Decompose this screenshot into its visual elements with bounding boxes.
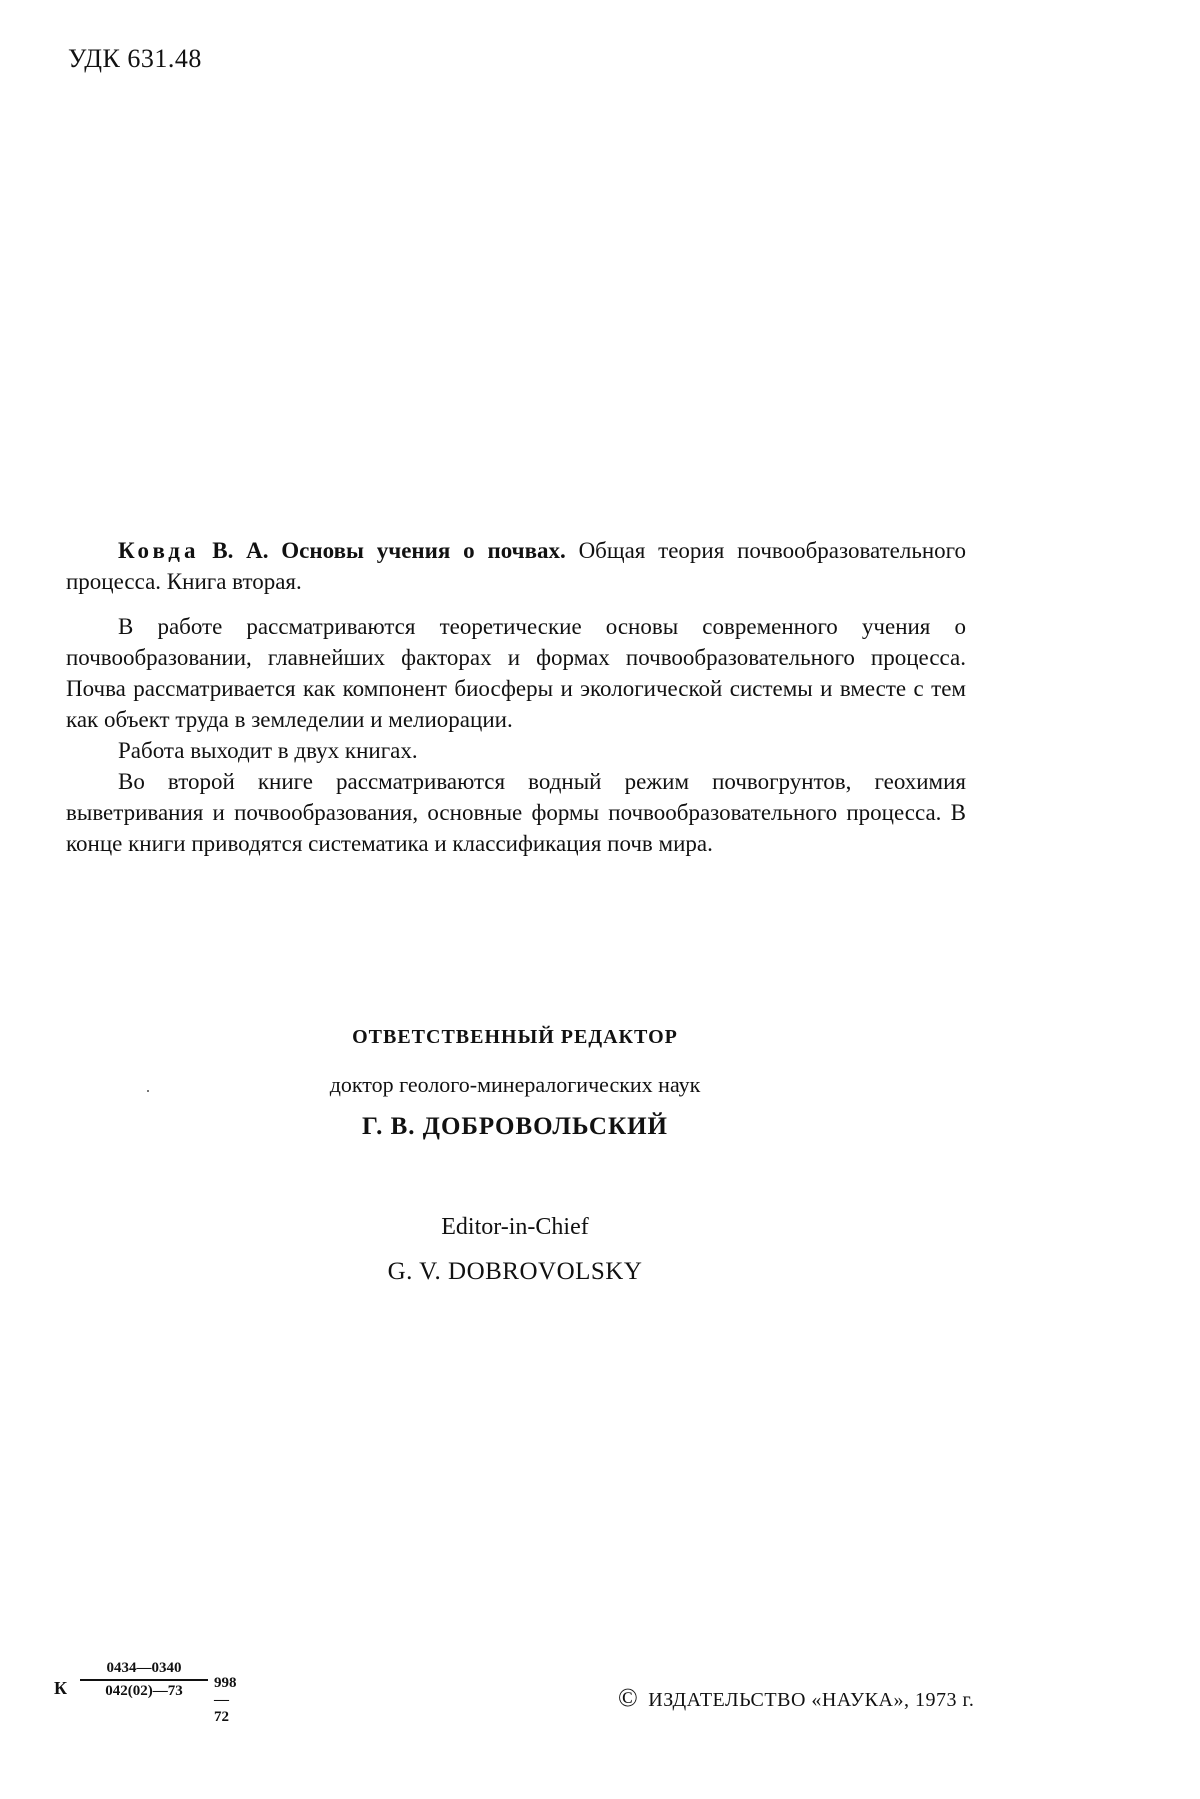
catalog-letter: К (54, 1678, 68, 1698)
abstract-paragraph: Работа выходит в двух книгах. (118, 738, 418, 763)
bibliographic-line (66, 535, 966, 597)
copyright-line (618, 1683, 974, 1713)
book-title: Основы учения о почвах. (281, 538, 566, 563)
editor-english-title: Editor-in-Chief (441, 1214, 589, 1240)
book-subtitle: Общая теория почвообразовательного процесса. Книга вторая. (66, 538, 967, 594)
abstract-paragraph: В работе рассматриваются теоретические основы современного учения о почвообразовании, главнейших факторах и формах почвообразовательного процесса. Почва рассматривается как компонент биосферы и экологической системы и вместе с тем как объект труда в земледелии и мелиорации. (66, 614, 966, 732)
author-initials: В. А. (212, 538, 269, 563)
editor-heading: ОТВЕТСТВЕННЫЙ РЕДАКТОР (352, 1026, 678, 1048)
editor-degree: доктор геолого-минералогических наук (329, 1072, 701, 1097)
editor-name: Г. В. ДОБРОВОЛЬСКИЙ (362, 1113, 668, 1140)
copyright-icon: © (618, 1683, 639, 1712)
copyright-text: ИЗДАТЕЛЬСТВО «НАУКА», 1973 г. (648, 1689, 975, 1711)
author-surname: Ковда (118, 538, 200, 563)
catalog-denominator: 042(02)—73 (105, 1683, 183, 1699)
print-speck (147, 1090, 149, 1092)
catalog-fraction (80, 1660, 208, 1700)
catalog-code: 998—72 (214, 1675, 237, 1725)
udk-code: УДК 631.48 (68, 44, 202, 73)
abstract-block (66, 535, 966, 859)
catalog-numerator: 0434—0340 (80, 1660, 208, 1681)
abstract-paragraph: Во второй книге рассматриваются водный режим почвогрунтов, геохимия выветривания и почвообразования, основные формы почвообразовательного процесса. В конце книги приводятся систематика и классификация почв мира. (66, 769, 966, 856)
editor-english-name: G. V. DOBROVOLSKY (387, 1258, 643, 1285)
